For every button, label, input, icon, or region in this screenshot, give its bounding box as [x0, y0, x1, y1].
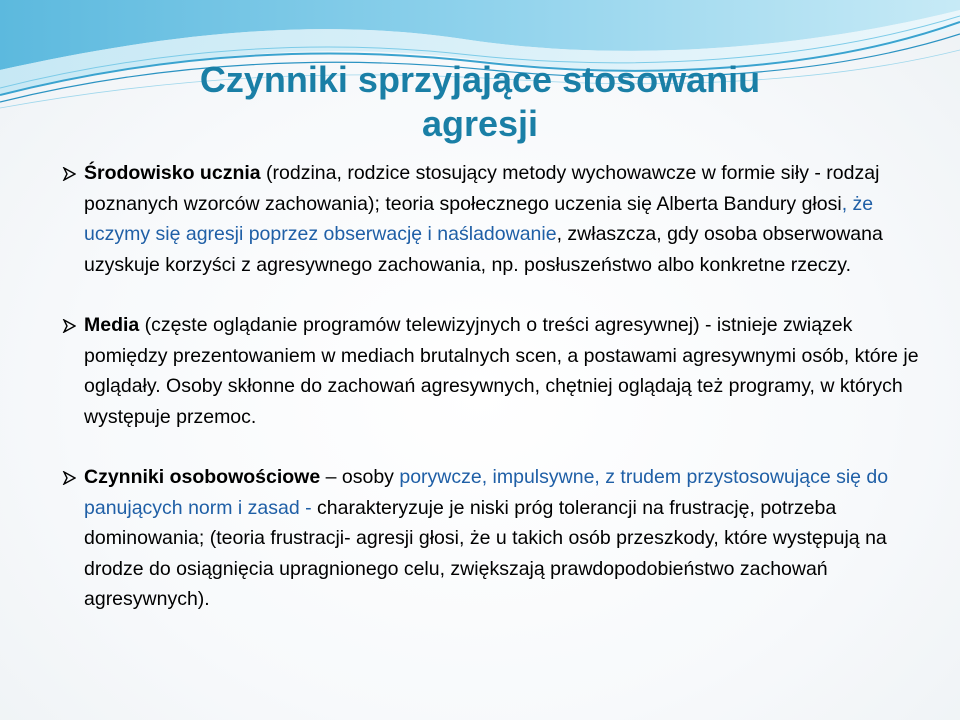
bullet-heading: Media	[84, 314, 140, 336]
arrow-bullet-icon	[62, 167, 76, 181]
slide-title-line1: Czynniki sprzyjające stosowaniu	[199, 59, 761, 100]
bullet-text: – osoby	[320, 466, 400, 488]
arrow-bullet-icon	[62, 319, 76, 333]
bullet-highlight: , że uczymy się agresji poprzez obserwację i naśladowanie	[84, 192, 874, 245]
bullet-item	[62, 462, 922, 615]
bullet-list	[62, 158, 922, 645]
bullet-text: , zwłaszcza, gdy osoba obserwowana uzyskuje korzyści z agresywnego zachowania, np. posłuszeństwo albo konkretne rzeczy.	[84, 223, 883, 276]
arrow-bullet-icon	[62, 471, 76, 485]
bullet-heading: Czynniki osobowościowe	[84, 466, 321, 488]
bullet-item	[62, 310, 922, 432]
bullet-highlight: porywcze, impulsywne, z trudem przystosowujące się do panujących norm i zasad -	[84, 466, 889, 519]
bullet-item	[62, 158, 922, 280]
bullet-text: (częste oglądanie programów telewizyjnych o treści agresywnej) - istnieje związek pomiędzy prezentowaniem w mediach brutalnych scen, a postawami agresywnymi osób, które je oglądały. Osoby skłonne do zachowań agresywnych, chętniej oglądają też programy, w których występuje przemoc.	[84, 314, 919, 428]
bullet-text: charakteryzuje je niski próg tolerancji na frustrację, potrzeba dominowania; (teoria frustracji- agresji głosi, że u takich osób przeszkody, które występują na drodze do osiągnięcia upragnionego celu, zwiększają prawdopodobieństwo zachowań agresywnych).	[84, 496, 887, 610]
bullet-heading: Środowisko ucznia	[84, 162, 261, 184]
bullet-text: (rodzina, rodzice stosujący metody wychowawcze w formie siły - rodzaj poznanych wzorców zachowania); teoria społecznego uczenia się Alberta Bandury głosi	[84, 162, 880, 215]
slide-title	[80, 58, 880, 146]
slide-title-line2: agresji	[421, 103, 539, 144]
